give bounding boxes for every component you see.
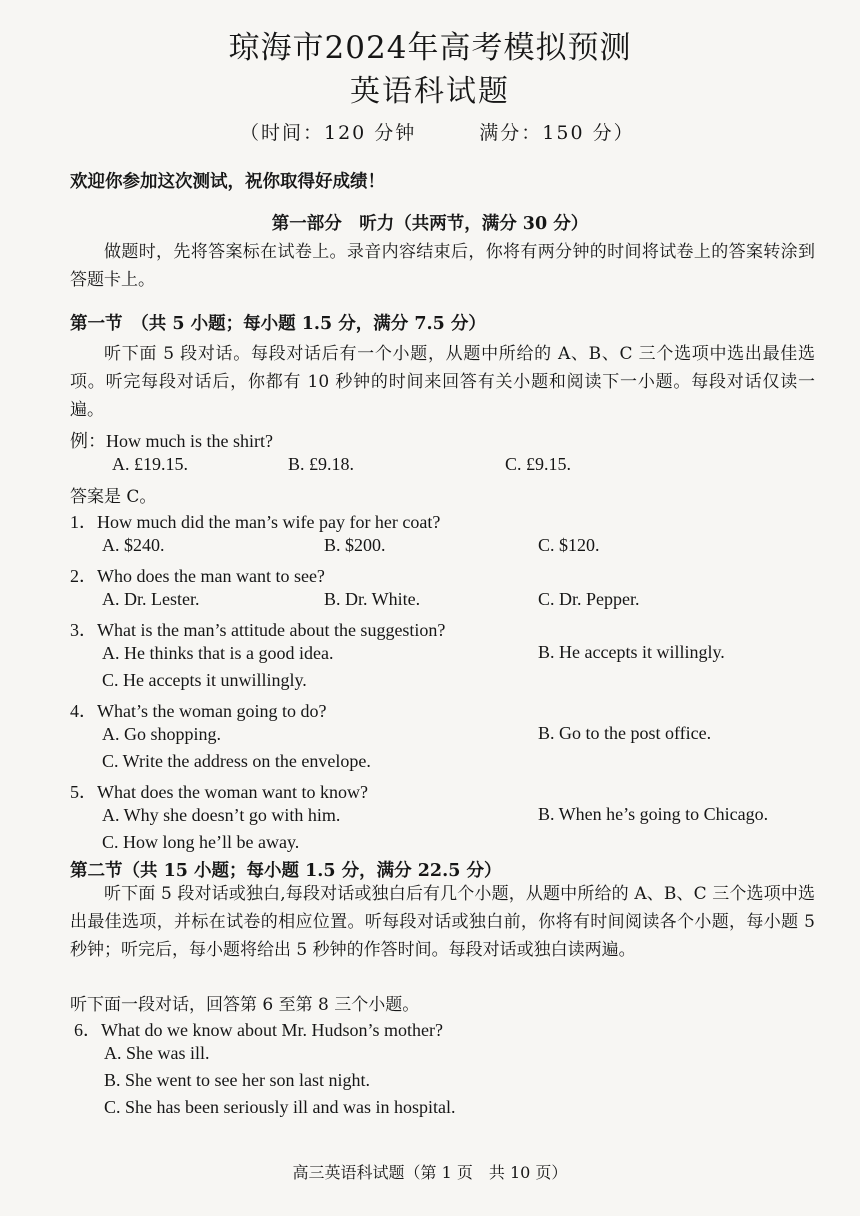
page-footer: 高三英语科试题（第 1 页 共 10 页） bbox=[292, 1163, 568, 1182]
section2-instruction: 听下面 5 段对话或独白,每段对话或独白后有几个小题，从题中所给的 A、B、C 三个选项中选出最佳选项，并标在试卷的相应位置。听每段对话或独白前，你将有时间阅读各个小题，每小题 5 秒钟；听完后，每小题将给出 5 秒钟的作答时间。每段对话或独白读两遍。 bbox=[70, 884, 815, 960]
part1-heading: 第一部分 听力（共两节，满分 30 分） bbox=[271, 214, 589, 234]
section1-instruction: 听下面 5 段对话。每段对话后有一个小题，从题中所给的 A、B、C 三个选项中选出最佳选项。听完每段对话后，你都有 10 秒钟的时间来回答有关小题和阅读下一小题。每段对话仅读一遍。 bbox=[70, 344, 815, 420]
question-2-option-c: C. Dr. Pepper. bbox=[538, 589, 640, 609]
question-4-stem: 4．What’s the woman going to do? bbox=[70, 701, 327, 721]
part1-instruction: 做题时，先将答案标在试卷上。录音内容结束后，你将有两分钟的时间将试卷上的答案转涂到答题卡上。 bbox=[70, 242, 815, 290]
example-question: 例：How much is the shirt? bbox=[70, 431, 273, 451]
question-3-stem: 3．What is the man’s attitude about the suggestion? bbox=[70, 620, 446, 640]
subject-title: 英语科试题 bbox=[350, 74, 510, 109]
question-6-option-b: B. She went to see her son last night. bbox=[104, 1070, 370, 1090]
example-option-b: B. £9.18. bbox=[288, 454, 355, 474]
section1-heading: 第一节 （共 5 小题；每小题 1.5 分，满分 7.5 分） bbox=[70, 314, 486, 334]
question-3-option-a: A. He thinks that is a good idea. bbox=[102, 643, 334, 663]
question-1-stem: 1．How much did the man’s wife pay for her coat? bbox=[70, 512, 441, 532]
question-6-option-a: A. She was ill. bbox=[104, 1043, 210, 1063]
question-3-option-b: B. He accepts it willingly. bbox=[538, 642, 725, 662]
question-5-option-b: B. When he’s going to Chicago. bbox=[538, 804, 769, 824]
question-2-stem: 2．Who does the man want to see? bbox=[70, 566, 325, 586]
question-4-option-b: B. Go to the post office. bbox=[538, 723, 712, 743]
question-2-option-b: B. Dr. White. bbox=[324, 589, 421, 609]
question-5-option-a: A. Why she doesn’t go with him. bbox=[102, 805, 341, 825]
question-1-option-a: A. $240. bbox=[102, 535, 165, 555]
example-answer: 答案是 C。 bbox=[70, 487, 157, 507]
question-4-option-a: A. Go shopping. bbox=[102, 724, 222, 744]
question-1-option-c: C. $120. bbox=[538, 535, 600, 555]
section2-heading: 第二节（共 15 小题；每小题 1.5 分，满分 22.5 分） bbox=[70, 861, 502, 881]
question-5-option-c: C. How long he’ll be away. bbox=[102, 832, 300, 852]
time-score-info: （时间：120 分钟 满分：150 分） bbox=[240, 122, 635, 144]
example-option-c: C. £9.15. bbox=[505, 454, 572, 474]
question-3-option-c: C. He accepts it unwillingly. bbox=[102, 670, 307, 690]
question-6-stem: 6．What do we know about Mr. Hudson’s mother? bbox=[74, 1020, 443, 1040]
question-2-option-a: A. Dr. Lester. bbox=[102, 589, 200, 609]
listen-note: 听下面一段对话，回答第 6 至第 8 三个小题。 bbox=[70, 995, 420, 1015]
question-1-option-b: B. $200. bbox=[324, 535, 386, 555]
question-5-stem: 5．What does the woman want to know? bbox=[70, 782, 368, 802]
exam-title: 琼海市2024年高考模拟预测 bbox=[228, 30, 632, 66]
question-4-option-c: C. Write the address on the envelope. bbox=[102, 751, 371, 771]
question-6-option-c: C. She has been seriously ill and was in hospital. bbox=[104, 1097, 456, 1117]
example-option-a: A. £19.15. bbox=[112, 454, 188, 474]
welcome-message: 欢迎你参加这次测试，祝你取得好成绩！ bbox=[70, 172, 385, 192]
